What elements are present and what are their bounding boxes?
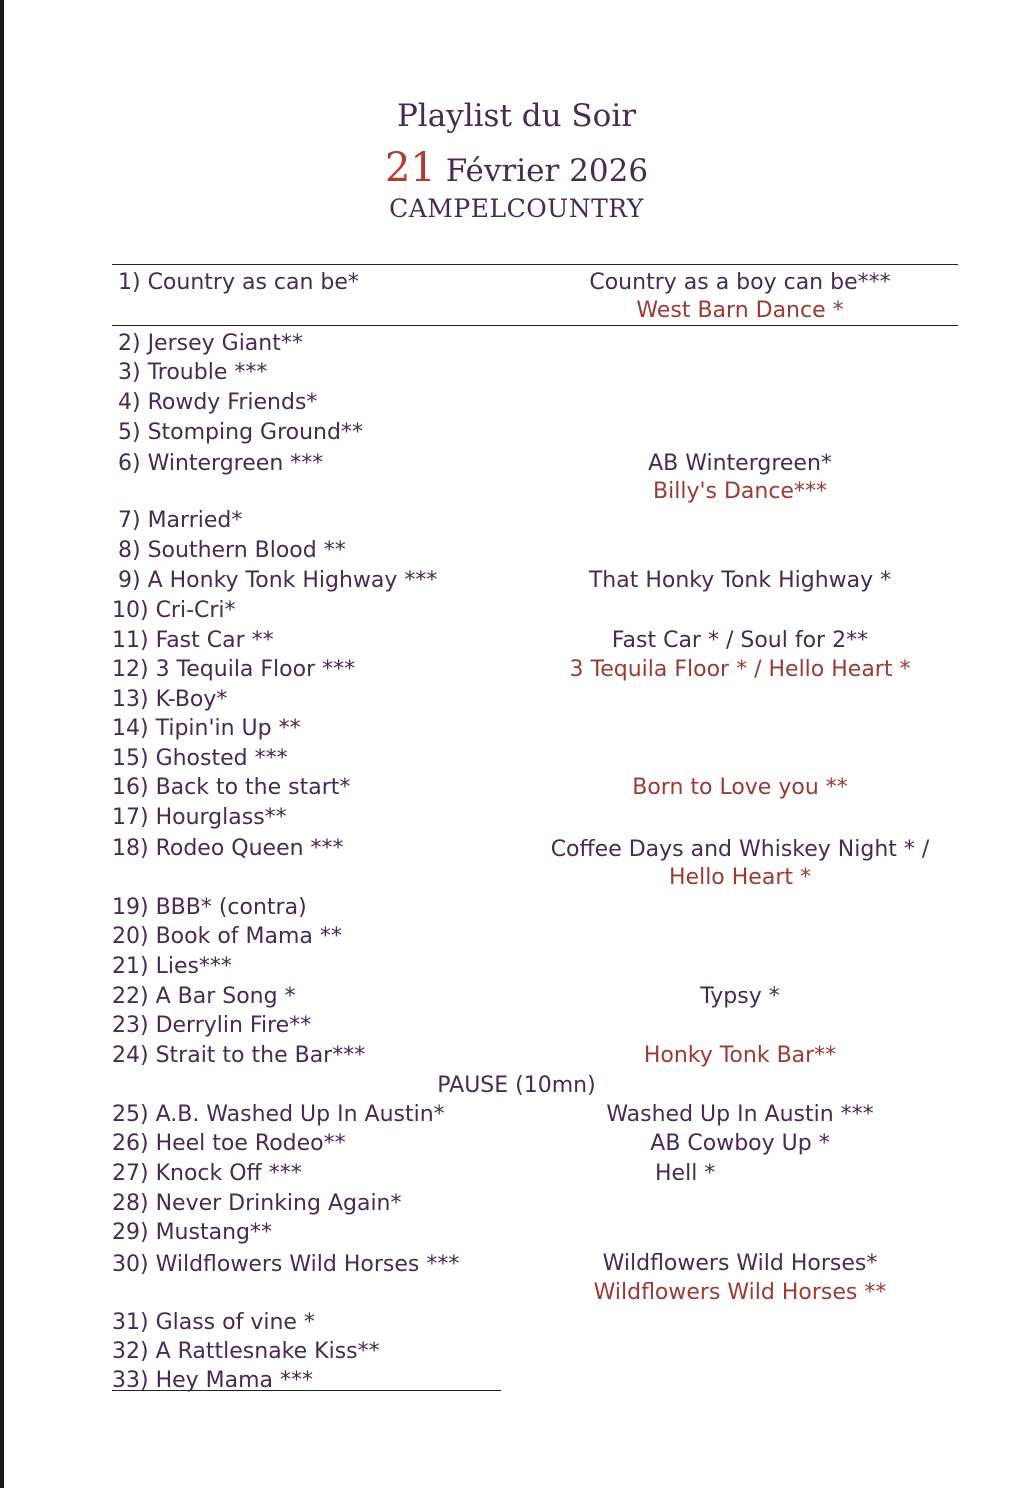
playlist-item: 33) Hey Mama *** xyxy=(112,1368,314,1393)
alt-dance: Wildflowers Wild Horses* xyxy=(602,1251,878,1276)
playlist-item: 19) BBB* (contra) xyxy=(112,895,307,920)
alt-dance: Hell * xyxy=(655,1161,716,1186)
alt-dance: Honky Tonk Bar** xyxy=(643,1043,837,1068)
playlist-item: 17) Hourglass** xyxy=(112,805,287,830)
playlist-item: 24) Strait to the Bar*** xyxy=(112,1043,366,1068)
event-date xyxy=(0,145,1033,191)
playlist-item: 22) A Bar Song * xyxy=(112,984,296,1009)
playlist-item: 30) Wildflowers Wild Horses *** xyxy=(112,1252,460,1277)
event-month-year: Février 2026 xyxy=(445,153,649,189)
playlist-item: 3) Trouble *** xyxy=(118,360,268,385)
playlist-item: 7) Married* xyxy=(118,508,243,533)
alt-dance: Billy's Dance*** xyxy=(653,479,827,504)
organizer-name: CAMPELCOUNTRY xyxy=(389,194,644,223)
playlist-item: 4) Rowdy Friends* xyxy=(118,390,318,415)
playlist-item: 21) Lies*** xyxy=(112,954,232,979)
alt-dance: 3 Tequila Floor * / Hello Heart * xyxy=(569,657,911,682)
page-title: Playlist du Soir xyxy=(396,98,637,134)
playlist-item: 5) Stomping Ground** xyxy=(118,420,363,445)
playlist-item: 23) Derrylin Fire** xyxy=(112,1013,312,1038)
alt-dance: Typsy * xyxy=(700,984,780,1009)
playlist-item: 28) Never Drinking Again* xyxy=(112,1191,402,1216)
playlist-item: 26) Heel toe Rodeo** xyxy=(112,1131,346,1156)
pause-label: PAUSE (10mn) xyxy=(437,1073,596,1098)
playlist-item: 11) Fast Car ** xyxy=(112,628,274,653)
playlist-item: 32) A Rattlesnake Kiss** xyxy=(112,1339,380,1364)
playlist-item: 31) Glass of vine * xyxy=(112,1310,315,1335)
playlist-item: 10) Cri-Cri* xyxy=(112,598,236,623)
divider-top xyxy=(112,264,958,265)
alt-dance: Born to Love you ** xyxy=(632,775,848,800)
alt-dance: Washed Up In Austin *** xyxy=(606,1102,874,1127)
alt-dance: West Barn Dance * xyxy=(636,298,844,323)
playlist-item: 15) Ghosted *** xyxy=(112,746,288,771)
playlist-item: 9) A Honky Tonk Highway *** xyxy=(118,568,438,593)
alt-dance: That Honky Tonk Highway * xyxy=(588,568,892,593)
playlist-item: 8) Southern Blood ** xyxy=(118,538,346,563)
playlist-item: 1) Country as can be* xyxy=(118,270,359,295)
playlist-item: 16) Back to the start* xyxy=(112,775,351,800)
playlist-item: 6) Wintergreen *** xyxy=(118,451,324,476)
alt-dance: Wildflowers Wild Horses ** xyxy=(593,1280,887,1305)
playlist-item: 25) A.B. Washed Up In Austin* xyxy=(112,1102,445,1127)
alt-dance: Fast Car * / Soul for 2** xyxy=(611,628,869,653)
playlist-item: 14) Tipin'in Up ** xyxy=(112,716,301,741)
playlist-item: 12) 3 Tequila Floor *** xyxy=(112,657,356,682)
playlist-item: 18) Rodeo Queen *** xyxy=(112,836,344,861)
playlist-item: 2) Jersey Giant** xyxy=(118,331,303,356)
alt-dance: AB Wintergreen* xyxy=(648,451,832,476)
playlist-item: 20) Book of Mama ** xyxy=(112,924,342,949)
alt-dance: Coffee Days and Whiskey Night * / xyxy=(550,837,930,862)
playlist-item: 13) K-Boy* xyxy=(112,687,228,712)
event-day: 21 xyxy=(384,145,436,191)
alt-dance: Country as a boy can be*** xyxy=(589,270,891,295)
playlist-item: 29) Mustang** xyxy=(112,1220,272,1245)
left-edge-bar xyxy=(0,0,4,1488)
playlist-item: 27) Knock Off *** xyxy=(112,1161,302,1186)
alt-dance: Hello Heart * xyxy=(669,865,811,890)
alt-dance: AB Cowboy Up * xyxy=(650,1131,830,1156)
